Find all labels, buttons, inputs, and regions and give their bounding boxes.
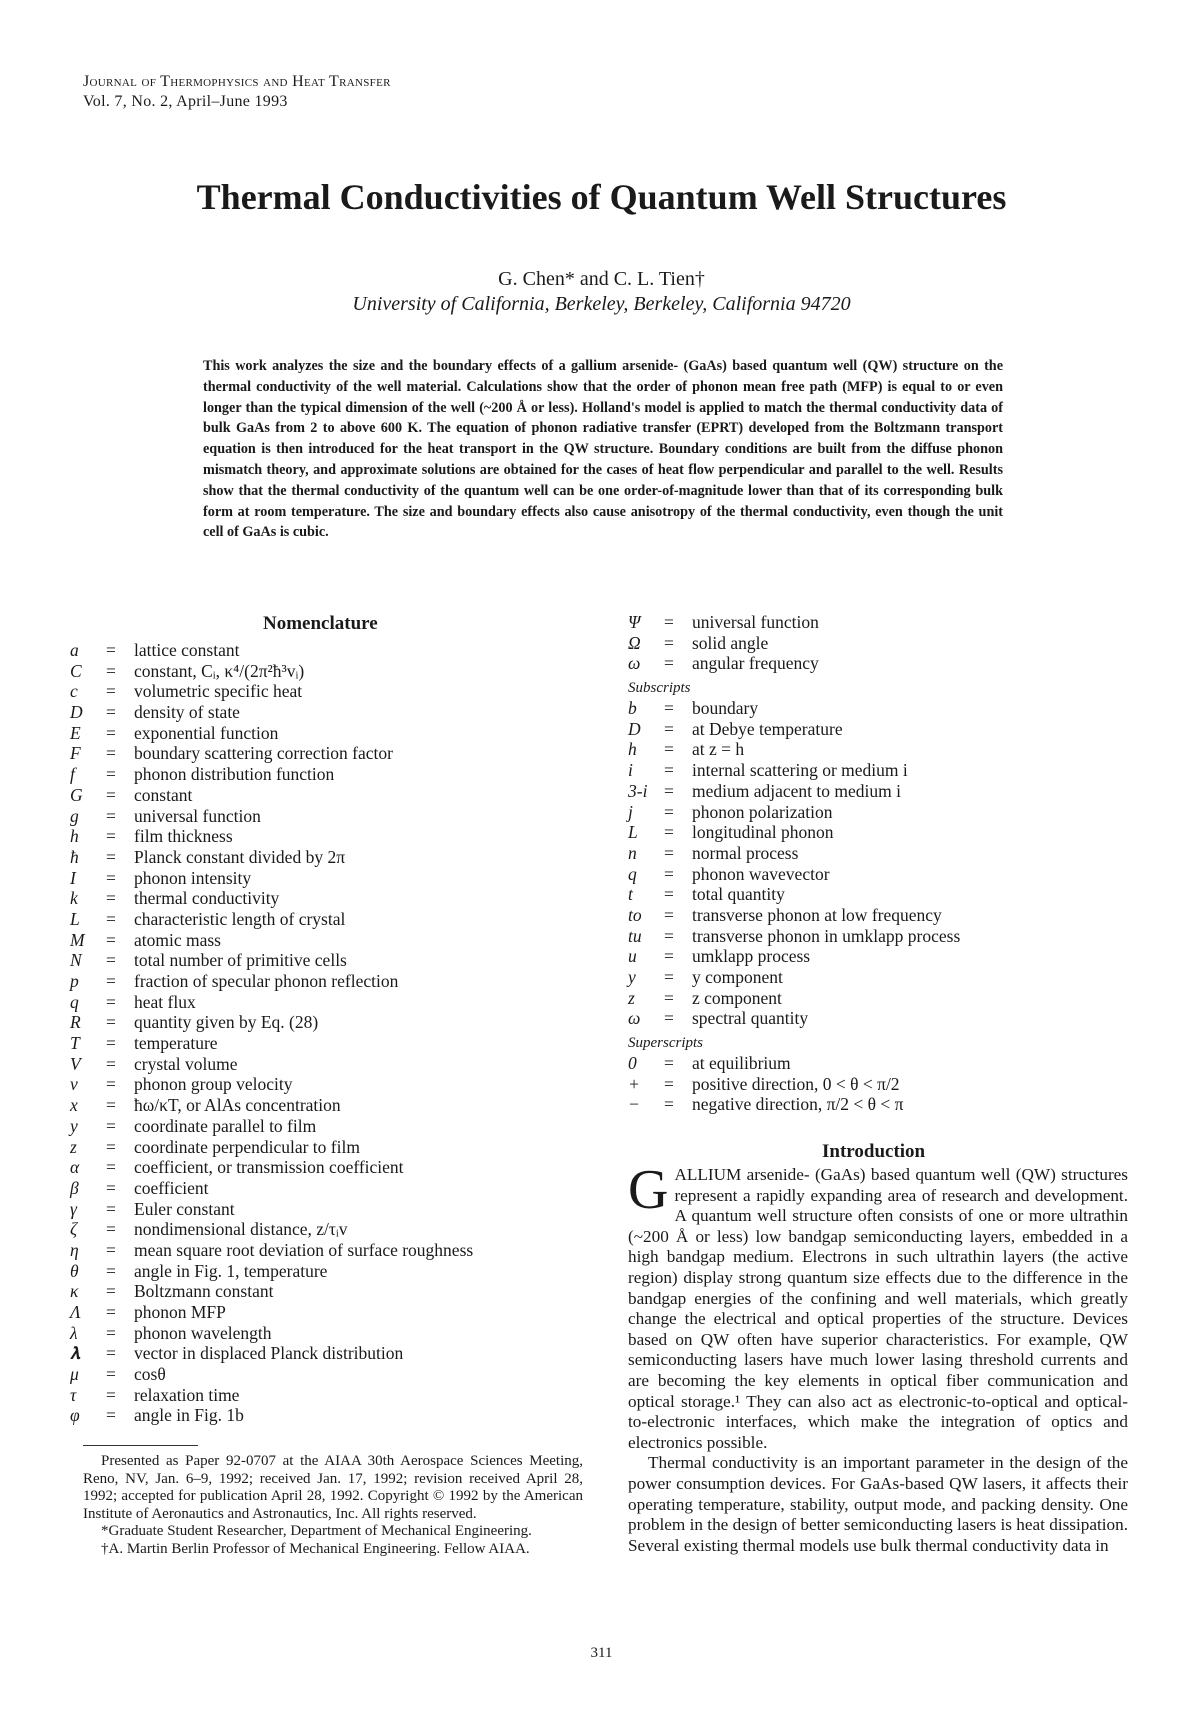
nomenclature-symbol: C <box>70 660 82 681</box>
footnotes <box>83 1453 583 1559</box>
nomenclature-equals: = <box>106 867 116 888</box>
nomenclature-definition: angular frequency <box>692 653 819 674</box>
nomenclature-symbol: α <box>70 1157 80 1178</box>
nomenclature-equals: = <box>664 780 674 801</box>
nomenclature-definition: transverse phonon at low frequency <box>692 904 942 925</box>
nomenclature-symbol: M <box>70 929 85 950</box>
footnote-presented: Presented as Paper 92-0707 at the AIAA 30th Aerospace Sciences Meeting, Reno, NV, Jan. 6–9, 1992; received Jan. 17, 1992; revision received April 28, 1992; accepted for publication April 28, 1992. Copyright © 1992 by the American Institute of Aeronautics and Astronautics, Inc. All rights reserved. <box>83 1453 583 1522</box>
nomenclature-definition: umklapp process <box>692 946 811 967</box>
drop-cap: G <box>628 1159 669 1221</box>
nomenclature-definition: medium adjacent to medium i <box>692 780 901 801</box>
nomenclature-row <box>628 1074 1128 1095</box>
nomenclature-symbol: R <box>70 1012 81 1033</box>
introduction-paragraph-1-text: ALLIUM arsenide- (GaAs) based quantum well (QW) structures represent a rapidly expanding area of research and development. A quantum well structure often consists of one or more ultrathin (~200 Å or less) low bandgap semiconducting layers, embedded in a high bandgap medium. Electrons in such ultrathin layers (the active region) display strong quantum size effects due to the difference in the bandgap energies of the confining and well materials, which greatly change the electrical and optical properties of the structure. Devices based on QW often have superior characteristics. For example, QW semiconducting lasers have much lower lasing threshold currents and are becoming the key elements in optical fiber communication and optical storage.¹ They can also act as electronic-to-optical and optical-to-electronic interfaces, which make the integration of optics and electronics possible. <box>628 1165 1128 1452</box>
nomenclature-equals: = <box>106 1260 116 1281</box>
nomenclature-symbol: to <box>628 904 642 925</box>
nomenclature-symbol: g <box>70 805 79 826</box>
nomenclature-definition: fraction of specular phonon reflection <box>134 971 399 991</box>
nomenclature-definition: phonon wavelength <box>134 1322 272 1343</box>
nomenclature-symbol: Ψ <box>628 612 641 632</box>
nomenclature-equals: = <box>106 1219 116 1240</box>
nomenclature-row <box>70 1240 590 1261</box>
nomenclature-symbol: μ <box>70 1364 79 1385</box>
nomenclature-row <box>70 1302 590 1323</box>
nomenclature-symbol: κ <box>70 1281 79 1302</box>
nomenclature-row <box>70 806 590 827</box>
nomenclature-equals: = <box>106 1136 116 1157</box>
nomenclature-symbol: Ω <box>628 632 641 653</box>
nomenclature-equals: = <box>106 1281 116 1302</box>
nomenclature-row <box>628 739 1128 760</box>
nomenclature-symbol: N <box>70 950 82 971</box>
nomenclature-symbol: I <box>70 867 76 888</box>
nomenclature-symbol: ω <box>628 653 641 674</box>
authors: G. Chen* and C. L. Tien† <box>498 268 705 290</box>
nomenclature-symbol: F <box>70 743 81 764</box>
nomenclature-symbol: Λ <box>70 1302 81 1322</box>
nomenclature-row <box>70 1219 590 1240</box>
nomenclature-symbol: t <box>628 884 633 905</box>
nomenclature-symbol: 0 <box>628 1053 637 1074</box>
nomenclature-row <box>628 884 1128 905</box>
nomenclature-row <box>70 640 590 661</box>
nomenclature-definition: total quantity <box>692 884 785 905</box>
nomenclature-row <box>628 967 1128 988</box>
nomenclature-definition: Planck constant divided by 2π <box>134 846 346 867</box>
nomenclature-equals: = <box>664 925 674 946</box>
nomenclature-row <box>70 702 590 723</box>
nomenclature-symbol: k <box>70 888 78 909</box>
nomenclature-symbol: γ <box>70 1198 77 1219</box>
nomenclature-definition: nondimensional distance, z/τᵢv <box>134 1219 348 1240</box>
nomenclature-row <box>70 909 590 930</box>
nomenclature-row <box>70 868 590 889</box>
nomenclature-symbol: u <box>628 946 637 967</box>
nomenclature-equals: = <box>664 946 674 967</box>
nomenclature-symbol: z <box>70 1136 77 1157</box>
nomenclature-symbol: G <box>70 784 83 805</box>
nomenclature-equals: = <box>106 702 116 723</box>
nomenclature-row <box>628 926 1128 947</box>
nomenclature-definition: phonon polarization <box>692 801 833 822</box>
nomenclature-symbol: h <box>628 739 637 760</box>
nomenclature-equals: = <box>106 722 116 743</box>
nomenclature-equals: = <box>106 1343 116 1364</box>
nomenclature-row <box>628 864 1128 885</box>
nomenclature-equals: = <box>106 971 116 991</box>
affiliation: University of California, Berkeley, Berkeley, California 94720 <box>352 293 851 315</box>
nomenclature-symbol: tu <box>628 925 642 946</box>
nomenclature-row <box>628 843 1128 864</box>
nomenclature-row <box>70 681 590 702</box>
nomenclature-symbol: n <box>628 842 637 863</box>
nomenclature-equals: = <box>106 950 116 971</box>
nomenclature-equals: = <box>106 805 116 826</box>
nomenclature-symbol: τ <box>70 1384 77 1405</box>
nomenclature-symbol: λ <box>70 1322 78 1343</box>
nomenclature-symbol: ħ <box>70 846 79 867</box>
nomenclature-equals: = <box>106 826 116 847</box>
nomenclature-definition: angle in Fig. 1, temperature <box>134 1260 328 1281</box>
nomenclature-row <box>70 1199 590 1220</box>
nomenclature-row <box>70 1281 590 1302</box>
nomenclature-definition: angle in Fig. 1b <box>134 1405 244 1426</box>
nomenclature-symbol: y <box>628 967 636 987</box>
nomenclature-symbol: c <box>70 681 78 702</box>
nomenclature-definition: ħω/κT, or AlAs concentration <box>134 1095 341 1116</box>
nomenclature-symbol: b <box>628 698 637 719</box>
nomenclature-symbol: a <box>70 640 79 660</box>
nomenclature-row <box>70 1385 590 1406</box>
nomenclature-equals: = <box>106 1157 116 1178</box>
nomenclature-equals: = <box>106 681 116 702</box>
superscripts-heading: Superscripts <box>628 1035 703 1052</box>
nomenclature-equals: = <box>664 863 674 884</box>
nomenclature-equals: = <box>664 1008 674 1029</box>
nomenclature-definition: positive direction, 0 < θ < π/2 <box>692 1073 900 1094</box>
nomenclature-definition: spectral quantity <box>692 1008 809 1029</box>
nomenclature-equals: = <box>106 1239 116 1260</box>
nomenclature-row <box>628 822 1128 843</box>
nomenclature-definition: exponential function <box>134 722 279 743</box>
nomenclature-definition: constant, Cᵢ, κ⁴/(2π²ħ³vᵢ) <box>134 660 305 681</box>
nomenclature-definition: at Debye temperature <box>692 718 843 739</box>
nomenclature-row <box>628 988 1128 1009</box>
nomenclature-definition: temperature <box>134 1033 218 1054</box>
nomenclature-row <box>70 661 590 682</box>
nomenclature-equals: = <box>664 632 674 653</box>
introduction-heading: Introduction <box>822 1141 926 1162</box>
nomenclature-row <box>70 992 590 1013</box>
nomenclature-equals: = <box>106 846 116 867</box>
journal-volume: Vol. 7, No. 2, April–June 1993 <box>83 93 288 110</box>
footnote-author2: †A. Martin Berlin Professor of Mechanical Engineering. Fellow AIAA. <box>101 1540 530 1557</box>
nomenclature-definition: relaxation time <box>134 1384 240 1405</box>
nomenclature-equals: = <box>106 1198 116 1219</box>
introduction-body <box>628 1159 1128 1556</box>
nomenclature-equals: = <box>106 1322 116 1343</box>
nomenclature-row <box>628 905 1128 926</box>
subscripts-heading: Subscripts <box>628 680 691 697</box>
nomenclature-row <box>70 743 590 764</box>
nomenclature-symbol: L <box>628 822 638 843</box>
nomenclature-list-left <box>70 640 590 1426</box>
nomenclature-symbol: η <box>70 1239 79 1260</box>
nomenclature-symbol: φ <box>70 1405 80 1426</box>
journal-name: Journal of Thermophysics and Heat Transfer <box>83 73 391 90</box>
nomenclature-symbol: v <box>70 1074 78 1095</box>
nomenclature-equals: = <box>106 1053 116 1074</box>
nomenclature-definition: Boltzmann constant <box>134 1281 274 1302</box>
nomenclature-equals: = <box>664 1073 674 1094</box>
nomenclature-row <box>70 826 590 847</box>
nomenclature-symbol: i <box>628 760 633 781</box>
nomenclature-definition: transverse phonon in umklapp process <box>692 925 961 946</box>
nomenclature-equals: = <box>664 967 674 987</box>
nomenclature-equals: = <box>664 884 674 905</box>
nomenclature-symbol: z <box>628 987 635 1008</box>
nomenclature-definition: coordinate parallel to film <box>134 1115 317 1136</box>
nomenclature-symbol: θ <box>70 1260 79 1281</box>
nomenclature-equals: = <box>664 801 674 822</box>
nomenclature-row <box>70 1343 590 1364</box>
nomenclature-row <box>70 1033 590 1054</box>
nomenclature-definition: phonon MFP <box>134 1302 226 1322</box>
nomenclature-row <box>70 930 590 951</box>
nomenclature-definition: at equilibrium <box>692 1053 791 1074</box>
nomenclature-definition: normal process <box>692 842 799 863</box>
nomenclature-symbol: D <box>70 702 83 723</box>
nomenclature-equals: = <box>664 1053 674 1074</box>
nomenclature-right-column <box>628 612 1128 1115</box>
nomenclature-definition: boundary <box>692 698 759 719</box>
nomenclature-row <box>628 760 1128 781</box>
nomenclature-row <box>70 1074 590 1095</box>
nomenclature-definition: universal function <box>692 612 819 632</box>
nomenclature-row <box>70 1323 590 1344</box>
abstract: This work analyzes the size and the boundary effects of a gallium arsenide- (GaAs) based quantum well (QW) structure on the thermal conductivity of the well material. Calculations show that the order of phonon mean free path (MFP) is equal to or even longer than the typical dimension of the well (~200 Å or less). Holland's model is applied to match the thermal conductivity data of bulk GaAs from 2 to above 600 K. The equation of phonon radiative transfer (EPRT) developed from the Boltzmann transport equation is then introduced for the heat transport in the QW structure. Boundary conditions are built from the diffuse phonon mismatch theory, and approximate solutions are obtained for the cases of heat flow perpendicular and parallel to the well. Results show that the thermal conductivity of the quantum well can be one order-of-magnitude lower than that of its corresponding bulk form at room temperature. The size and boundary effects also cause anisotropy of the thermal conductivity, even though the unit cell of GaAs is cubic. <box>203 358 1003 541</box>
nomenclature-definition: Euler constant <box>134 1198 235 1219</box>
superscripts-list <box>628 1053 1128 1115</box>
nomenclature-definition: internal scattering or medium i <box>692 760 908 781</box>
nomenclature-row <box>628 612 1128 633</box>
nomenclature-heading: Nomenclature <box>263 613 378 634</box>
nomenclature-equals: = <box>106 929 116 950</box>
nomenclature-equals: = <box>106 1364 116 1385</box>
nomenclature-row <box>70 847 590 868</box>
nomenclature-symbol: j <box>628 801 633 822</box>
nomenclature-definition: phonon distribution function <box>134 764 335 785</box>
nomenclature-equals: = <box>106 1033 116 1054</box>
nomenclature-equals: = <box>664 739 674 760</box>
nomenclature-definition: quantity given by Eq. (28) <box>134 1012 319 1033</box>
nomenclature-equals: = <box>664 698 674 719</box>
nomenclature-equals: = <box>106 1405 116 1426</box>
nomenclature-row <box>70 1137 590 1158</box>
nomenclature-definition: z component <box>692 987 782 1008</box>
nomenclature-row <box>70 950 590 971</box>
nomenclature-symbol: − <box>628 1094 640 1115</box>
nomenclature-definition: phonon intensity <box>134 867 252 888</box>
nomenclature-definition: heat flux <box>134 991 196 1012</box>
nomenclature-equals: = <box>106 660 116 681</box>
nomenclature-row <box>70 764 590 785</box>
introduction-paragraph-1 <box>628 1159 1128 1453</box>
nomenclature-definition: boundary scattering correction factor <box>134 743 393 764</box>
nomenclature-equals: = <box>106 1095 116 1116</box>
nomenclature-symbol: y <box>70 1115 78 1136</box>
nomenclature-equals: = <box>106 1384 116 1405</box>
nomenclature-definition: coefficient <box>134 1177 209 1198</box>
nomenclature-row <box>628 698 1128 719</box>
nomenclature-equals: = <box>664 612 674 632</box>
footnote-author1: *Graduate Student Researcher, Department of Mechanical Engineering. <box>101 1523 532 1540</box>
nomenclature-definition: at z = h <box>692 739 745 760</box>
nomenclature-definition: negative direction, π/2 < θ < π <box>692 1094 904 1115</box>
nomenclature-row <box>628 1053 1128 1074</box>
nomenclature-row <box>628 1008 1128 1029</box>
nomenclature-definition: y component <box>692 967 783 987</box>
paper-title: Thermal Conductivities of Quantum Well Structures <box>196 177 1007 217</box>
footnote-rule <box>83 1445 198 1446</box>
nomenclature-row <box>70 971 590 992</box>
nomenclature-symbol: q <box>70 991 79 1012</box>
nomenclature-row <box>70 1095 590 1116</box>
nomenclature-symbol: p <box>70 971 79 991</box>
nomenclature-definition: atomic mass <box>134 929 221 950</box>
subscripts-list <box>628 698 1128 1029</box>
nomenclature-definition: characteristic length of crystal <box>134 908 346 929</box>
nomenclature-symbol: q <box>628 863 637 884</box>
nomenclature-equals: = <box>664 822 674 843</box>
nomenclature-symbol: 3-i <box>628 780 648 801</box>
nomenclature-definition: solid angle <box>692 632 769 653</box>
nomenclature-definition: thermal conductivity <box>134 888 280 909</box>
nomenclature-row <box>628 802 1128 823</box>
nomenclature-row <box>628 633 1128 654</box>
nomenclature-equals: = <box>664 718 674 739</box>
nomenclature-equals: = <box>106 1115 116 1136</box>
nomenclature-row <box>70 1054 590 1075</box>
nomenclature-equals: = <box>106 1302 116 1322</box>
nomenclature-symbol: E <box>70 722 81 743</box>
nomenclature-definition: longitudinal phonon <box>692 822 834 843</box>
nomenclature-definition: vector in displaced Planck distribution <box>134 1343 404 1364</box>
nomenclature-equals: = <box>106 743 116 764</box>
nomenclature-row <box>70 1012 590 1033</box>
nomenclature-symbol: ω <box>628 1008 641 1029</box>
nomenclature-equals: = <box>664 987 674 1008</box>
nomenclature-row <box>70 888 590 909</box>
nomenclature-equals: = <box>664 842 674 863</box>
introduction-paragraph-2: Thermal conductivity is an important parameter in the design of the power consumption devices. For GaAs-based QW lasers, it affects their operating temperature, stability, output mode, and packing density. One problem in the design of better semiconducting lasers is heat dissipation. Several existing thermal models use bulk thermal conductivity data in <box>628 1453 1128 1555</box>
nomenclature-equals: = <box>106 888 116 909</box>
nomenclature-symbol: T <box>70 1033 80 1054</box>
nomenclature-row <box>70 1178 590 1199</box>
nomenclature-list-greek <box>628 612 1128 674</box>
nomenclature-definition: mean square root deviation of surface roughness <box>134 1239 474 1260</box>
nomenclature-equals: = <box>106 784 116 805</box>
journal-header <box>83 72 391 112</box>
nomenclature-row <box>628 653 1128 674</box>
nomenclature-definition: constant <box>134 784 193 805</box>
nomenclature-definition: cosθ <box>134 1364 166 1385</box>
nomenclature-row <box>70 1157 590 1178</box>
nomenclature-row <box>70 723 590 744</box>
nomenclature-definition: coordinate perpendicular to film <box>134 1136 360 1157</box>
nomenclature-equals: = <box>106 1074 116 1095</box>
nomenclature-row <box>70 1405 590 1426</box>
nomenclature-row <box>70 1116 590 1137</box>
nomenclature-equals: = <box>106 991 116 1012</box>
nomenclature-definition: density of state <box>134 702 240 723</box>
nomenclature-definition: crystal volume <box>134 1053 238 1074</box>
nomenclature-equals: = <box>106 1177 116 1198</box>
nomenclature-symbol: ζ <box>70 1219 78 1240</box>
nomenclature-row <box>628 1094 1128 1115</box>
nomenclature-symbol: x <box>70 1095 78 1116</box>
nomenclature-symbol: L <box>70 908 80 929</box>
nomenclature-row <box>70 785 590 806</box>
nomenclature-definition: volumetric specific heat <box>134 681 303 702</box>
nomenclature-equals: = <box>106 908 116 929</box>
nomenclature-equals: = <box>106 640 116 660</box>
nomenclature-symbol: h <box>70 826 79 847</box>
nomenclature-row <box>628 946 1128 967</box>
nomenclature-row <box>628 719 1128 740</box>
nomenclature-row <box>628 781 1128 802</box>
nomenclature-definition: phonon group velocity <box>134 1074 293 1095</box>
nomenclature-definition: film thickness <box>134 826 233 847</box>
nomenclature-definition: phonon wavevector <box>692 863 830 884</box>
nomenclature-equals: = <box>106 764 116 785</box>
nomenclature-equals: = <box>664 1094 674 1115</box>
nomenclature-definition: total number of primitive cells <box>134 950 347 971</box>
nomenclature-definition: universal function <box>134 805 261 826</box>
nomenclature-symbol: β <box>70 1177 79 1198</box>
nomenclature-symbol: V <box>70 1053 81 1074</box>
nomenclature-symbol: + <box>628 1073 640 1094</box>
nomenclature-equals: = <box>106 1012 116 1033</box>
nomenclature-row <box>70 1261 590 1282</box>
page-number: 311 <box>590 1645 613 1661</box>
nomenclature-row <box>70 1364 590 1385</box>
nomenclature-equals: = <box>664 760 674 781</box>
nomenclature-symbol: 𝛌 <box>70 1343 81 1364</box>
nomenclature-equals: = <box>664 653 674 674</box>
nomenclature-equals: = <box>664 904 674 925</box>
nomenclature-definition: lattice constant <box>134 640 240 660</box>
nomenclature-symbol: f <box>70 764 75 785</box>
nomenclature-definition: coefficient, or transmission coefficient <box>134 1157 404 1178</box>
nomenclature-symbol: D <box>628 718 641 739</box>
